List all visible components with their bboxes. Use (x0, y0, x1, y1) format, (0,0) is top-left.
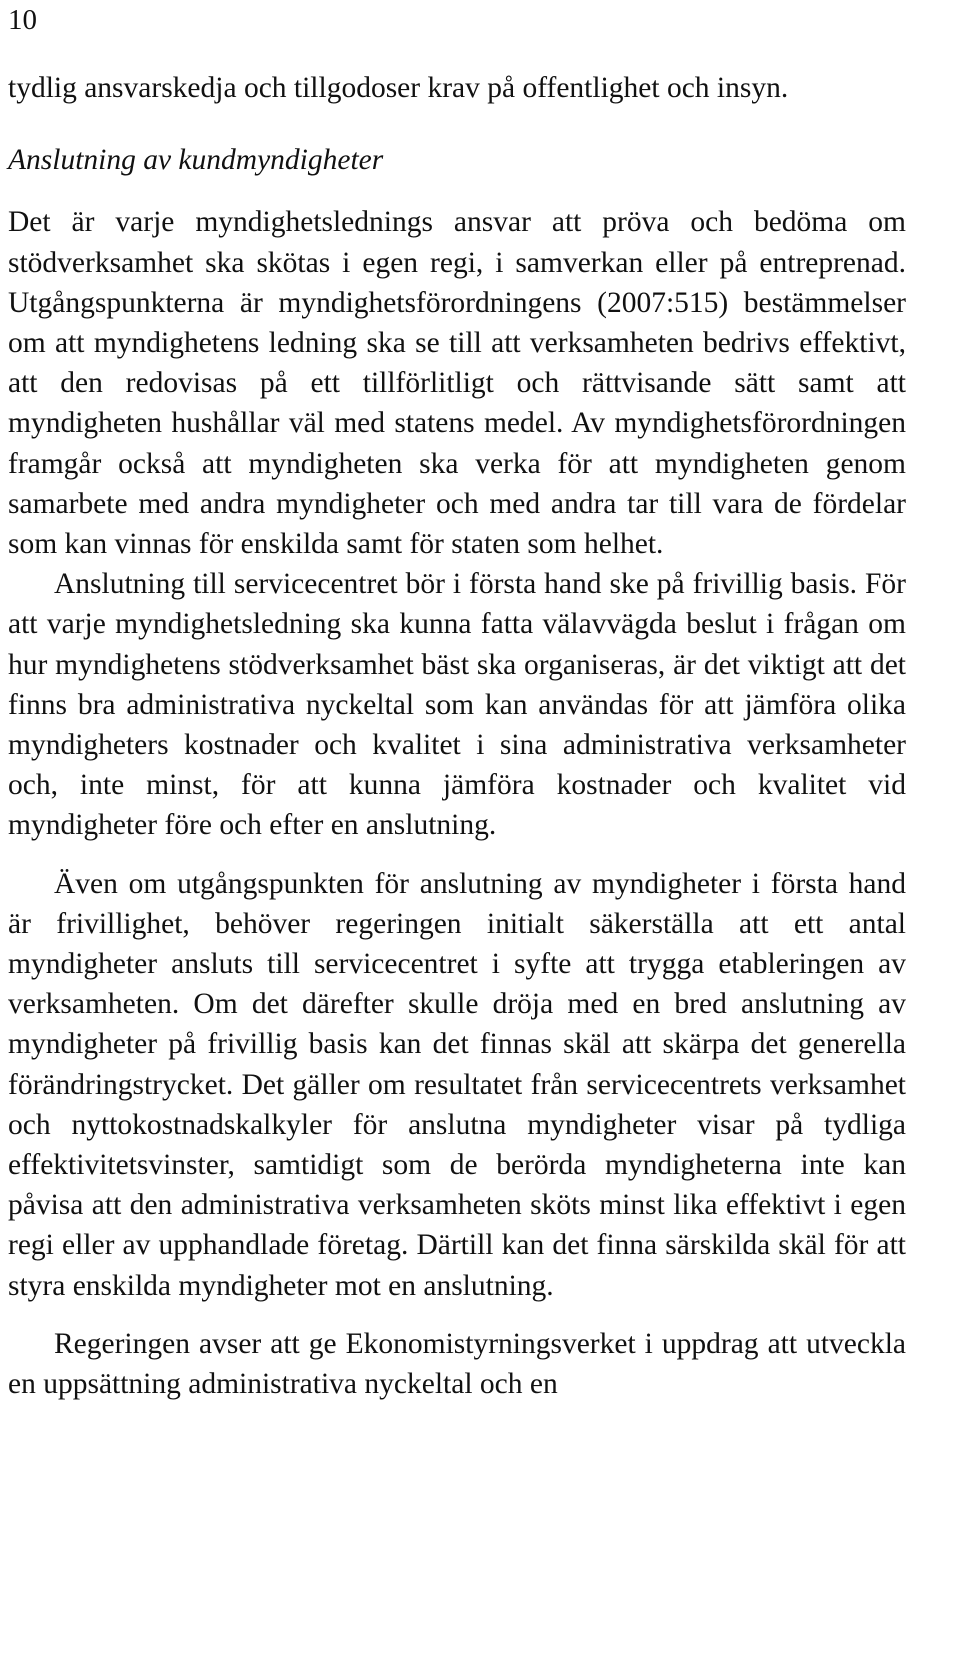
paragraph-4: Regeringen avser att ge Ekonomistyrningsverket i uppdrag att utveckla en uppsättning administrativa nyckeltal och en (8, 1327, 906, 1401)
paragraph-2: Anslutning till servicecentret bör i första hand ske på frivillig basis. För att varje myndighetsledning ska kunna fatta välavvägda beslut i frågan om hur myndighetens stödverksamhet bäst ska organiseras, är det viktigt att det finns bra administrativa nyckeltal som kan användas för att jämföra olika myndigheters kostnader och kvalitet i sina administrativa verksamheter och, inte minst, för att kunna jämföra kostnader och kvalitet vid myndigheter före och efter en anslutning. (8, 568, 906, 842)
page-number: 10 (8, 4, 37, 36)
paragraph-3: Även om utgångspunkten för anslutning av myndigheter i första hand är frivillighet, behöver regeringen initialt säkerställa att ett antal myndigheter ansluts till servicecentret i syfte att trygga etableringen av verksamheten. Om det därefter skulle dröja med en bred anslutning av myndigheter på frivillig basis kan det finnas skäl att skärpa det generella förändringstrycket. Det gäller om resultatet från servicecentrets verksamhet och nyttokostnadskalkyler för anslutna myndigheter visar på tydliga effektivitetsvinster, samtidigt som de berörda myndigheterna inte kan påvisa att den administrativa verksamheten sköts minst lika effektivt i egen regi eller av upphandlade företag. Därtill kan det finna särskilda skäl för att styra enskilda myndigheter mot en anslutning. (8, 867, 906, 1302)
continuation-paragraph: tydlig ansvarskedja och tillgodoser krav på offentlighet och insyn. (8, 72, 789, 104)
section-subheading: Anslutning av kundmyndigheter (8, 144, 384, 177)
document-body (8, 68, 906, 1404)
paragraph-1: Det är varje myndighetslednings ansvar att pröva och bedöma om stödverksamhet ska skötas i egen regi, i samverkan eller på entreprenad. Utgångspunkterna är myndighetsförordningens (2007:515) bestämmelser om att myndighetens ledning ska se till att verksamheten bedrivs effektivt, att den redovisas på ett tillförlitligt och rättvisande sätt samt att myndigheten hushållar väl med statens medel. Av myndighetsförordningen framgår också att myndigheten ska verka för att myndigheten genom samarbete med andra myndigheter och med andra tar till vara de fördelar som kan vinnas för enskilda samt för staten som helhet. (8, 206, 906, 561)
